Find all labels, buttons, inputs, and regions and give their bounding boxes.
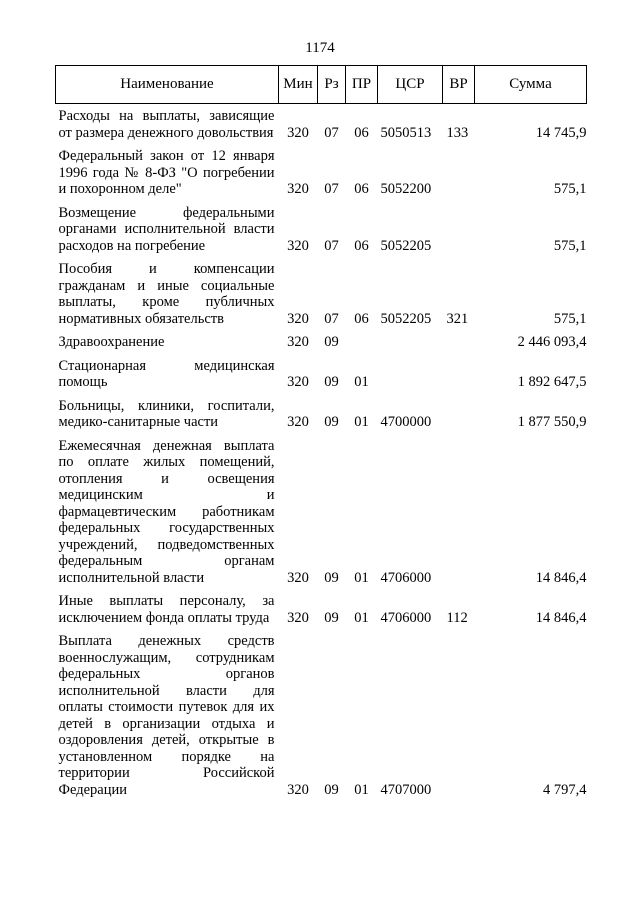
table-row [56,438,587,594]
row-rz: 09 [324,569,339,586]
row-sum: 4 797,4 [543,781,587,798]
header-pr: ПР [346,66,378,104]
row-rz: 07 [324,124,339,141]
row-name: Ежемесячная денежная выплата по оплате жилых помещений, отопления и освещения медицинским и фармацевтическим работникам федеральных государственных учреждений, подведомственных федеральным органам исполнительной власти [58,437,275,586]
row-vr [443,633,475,805]
header-csr: ЦСР [378,66,443,104]
header-sum: Сумма [475,66,587,104]
table-row [56,398,587,438]
row-sum: 14 745,9 [535,124,587,141]
table-row [56,205,587,262]
table-row [56,261,587,334]
row-csr: 5052205 [380,237,432,254]
row-name: Больницы, клиники, госпитали, медико-санитарные части [58,397,275,430]
row-min: 320 [287,414,309,430]
row-csr [378,334,443,358]
row-vr: 133 [446,124,469,141]
row-name: Здравоохранение [58,334,165,350]
header-vr: ВР [443,66,475,104]
row-pr: 01 [354,609,369,626]
row-name: Стационарная медицинская помощь [58,357,275,390]
row-sum: 575,1 [553,237,587,254]
table-header-row [56,66,587,104]
row-name: Выплата денежных средств военнослужащим, сотрудникам федеральных органов исполнительной власти для оплаты стоимости путевок для их детей в организации отдыха и оздоровления детей, открытые в установленном порядке на территории Российской Федерации [58,633,275,798]
table-row [56,334,587,358]
row-csr [378,358,443,398]
row-csr: 4706000 [380,609,432,626]
row-pr [346,334,378,358]
row-pr: 01 [354,781,369,798]
row-pr: 01 [354,374,369,390]
row-rz: 07 [324,310,339,327]
row-min: 320 [287,334,309,350]
row-name: Федеральный закон от 12 января 1996 года № 8-ФЗ "О погребении и похоронном деле" [58,148,275,197]
row-csr: 4700000 [380,414,432,430]
row-vr [443,205,475,262]
row-min: 320 [287,609,309,626]
row-min: 320 [287,237,309,254]
row-csr: 5050513 [380,124,432,141]
row-min: 320 [287,310,309,327]
row-sum: 575,1 [553,181,587,197]
row-vr [443,358,475,398]
budget-table [55,65,587,805]
row-csr: 4706000 [380,569,432,586]
row-vr [443,398,475,438]
row-sum: 2 446 093,4 [517,334,587,350]
header-min: Мин [279,66,318,104]
row-pr: 06 [354,310,369,327]
row-rz: 09 [324,609,339,626]
row-sum: 14 846,4 [535,569,587,586]
row-sum: 575,1 [553,310,587,327]
table-row [56,593,587,633]
row-pr: 06 [354,124,369,141]
row-pr: 01 [354,414,369,430]
row-min: 320 [287,124,309,141]
row-rz: 07 [324,237,339,254]
row-pr: 01 [354,569,369,586]
row-name: Иные выплаты персоналу, за исключением фонда оплаты труда [58,593,275,626]
row-min: 320 [287,569,309,586]
row-csr: 4707000 [380,781,432,798]
row-min: 320 [287,781,309,798]
row-name: Пособия и компенсации гражданам и иные социальные выплаты, кроме публичных нормативных обязательств [58,261,275,327]
row-vr [443,334,475,358]
row-name: Возмещение федеральными органами исполнительной власти расходов на погребение [58,204,275,254]
row-vr [443,148,475,205]
row-rz: 09 [324,374,339,390]
page-number: 1174 [305,40,335,56]
row-pr: 06 [354,237,369,254]
row-min: 320 [287,181,309,197]
row-sum: 1 892 647,5 [517,374,587,390]
header-rz: Рз [318,66,346,104]
row-vr [443,438,475,594]
row-name: Расходы на выплаты, зависящие от размера денежного довольствия [58,108,275,141]
row-rz: 09 [324,781,339,798]
row-rz: 09 [324,334,339,350]
row-rz: 09 [324,414,339,430]
table-row [56,148,587,205]
row-vr: 112 [446,609,468,626]
table-row [56,633,587,805]
row-rz: 07 [324,181,339,197]
table-row [56,104,587,149]
row-pr: 06 [354,181,369,197]
row-vr: 321 [446,310,469,327]
row-csr: 5052200 [380,181,432,197]
row-min: 320 [287,374,309,390]
row-csr: 5052205 [380,310,432,327]
table-row [56,358,587,398]
header-name: Наименование [56,66,279,104]
row-sum: 1 877 550,9 [517,414,587,430]
row-sum: 14 846,4 [535,609,587,626]
